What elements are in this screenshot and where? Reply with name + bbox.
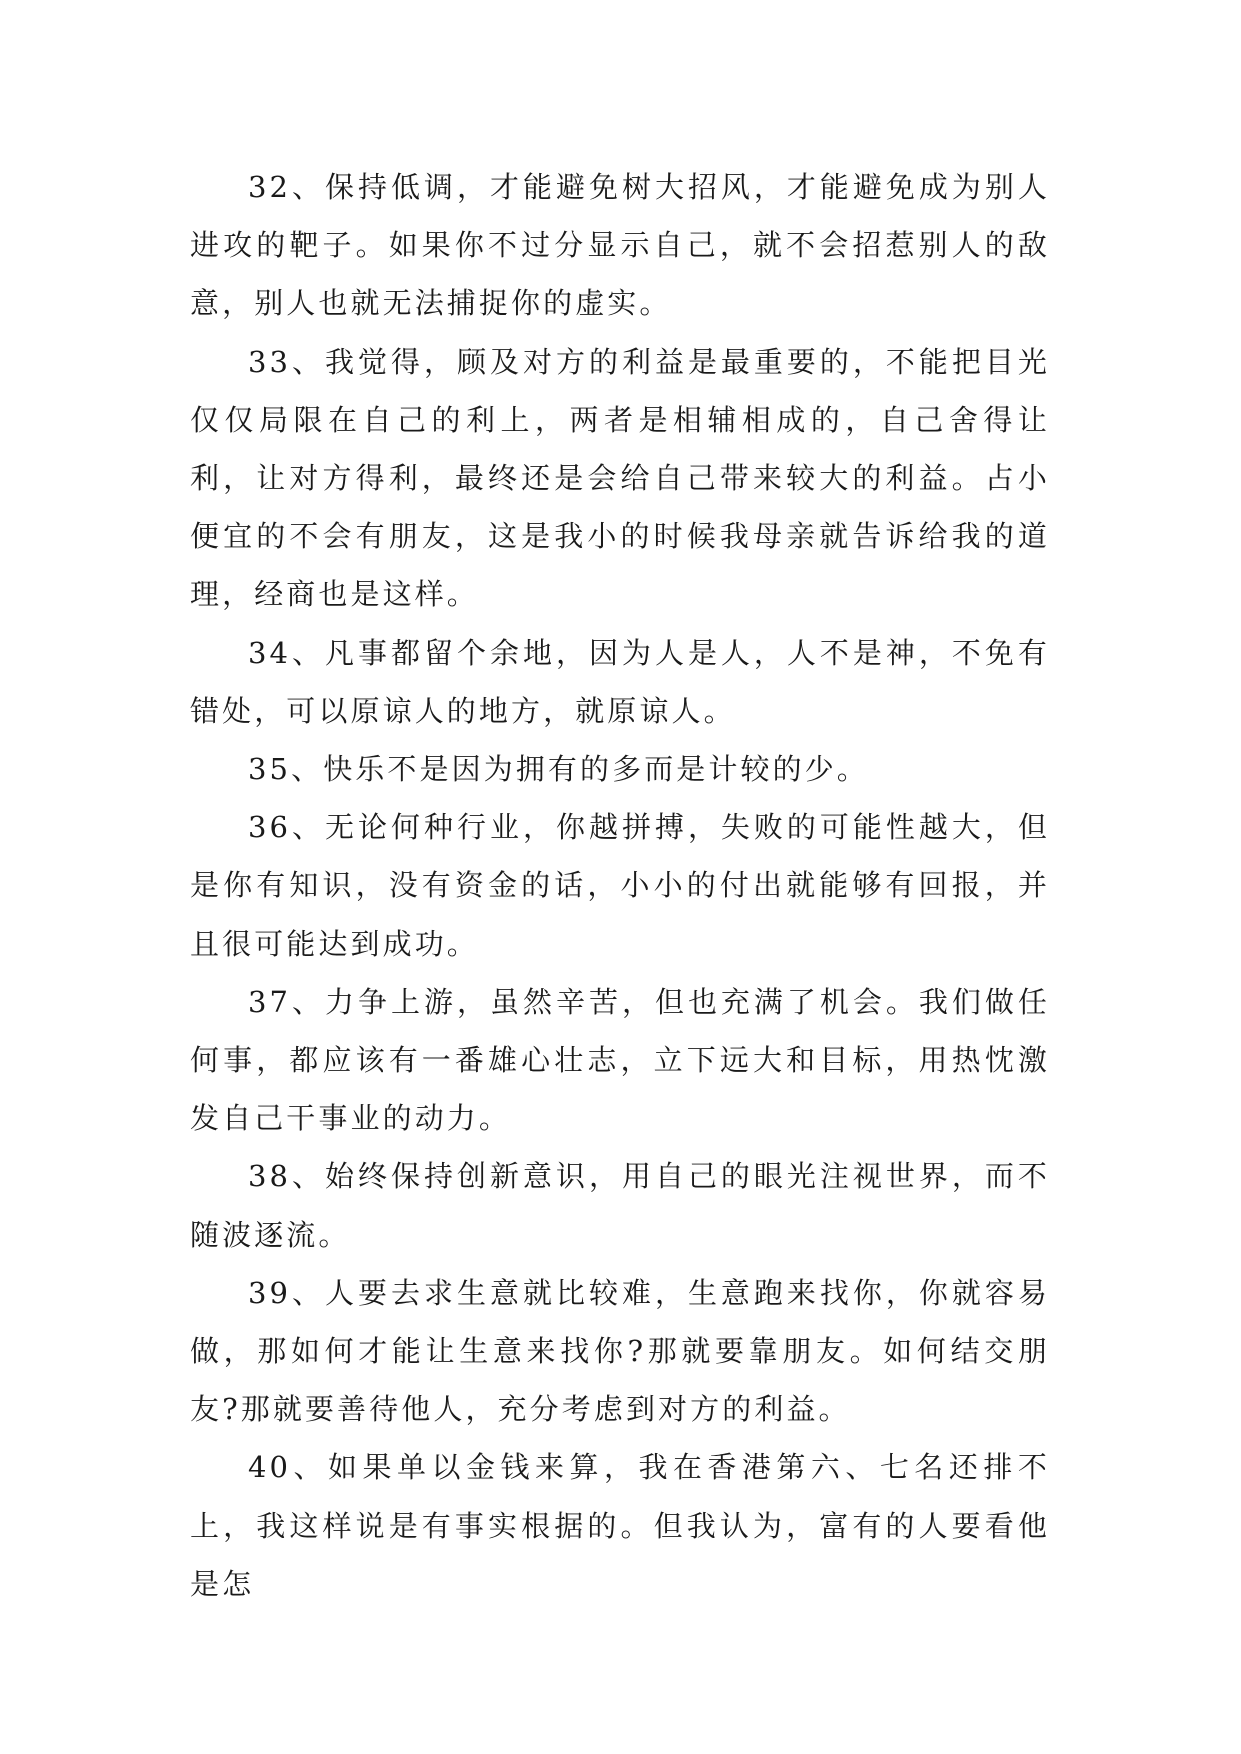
paragraph-33: 33、我觉得，顾及对方的利益是最重要的，不能把目光仅仅局限在自己的利上，两者是相辅相成的，自己舍得让利，让对方得利，最终还是会给自己带来较大的利益。占小便宜的不会有朋友，这是我小的时候我母亲就告诉给我的道理，经商也是这样。	[190, 344, 1050, 612]
paragraph-37: 37、力争上游，虽然辛苦，但也充满了机会。我们做任何事，都应该有一番雄心壮志，立下远大和目标，用热忱激发自己干事业的动力。	[190, 984, 1050, 1136]
paragraph-38: 38、始终保持创新意识，用自己的眼光注视世界，而不随波逐流。	[190, 1159, 1050, 1252]
document-body	[190, 158, 1050, 1613]
paragraph-39: 39、人要去求生意就比较难，生意跑来找你，你就容易做，那如何才能让生意来找你?那就要靠朋友。如何结交朋友?那就要善待他人，充分考虑到对方的利益。	[190, 1275, 1050, 1427]
paragraph-32: 32、保持低调，才能避免树大招风，才能避免成为别人进攻的靶子。如果你不过分显示自己，就不会招惹别人的敌意，别人也就无法捕捉你的虚实。	[190, 170, 1050, 321]
paragraph-35: 35、快乐不是因为拥有的多而是计较的少。	[248, 752, 869, 787]
paragraph-34: 34、凡事都留个余地，因为人是人，人不是神，不免有错处，可以原谅人的地方，就原谅人。	[190, 635, 1050, 728]
paragraph-36: 36、无论何种行业，你越拼搏，失败的可能性越大，但是你有知识，没有资金的话，小小的付出就能够有回报，并且很可能达到成功。	[190, 810, 1050, 961]
paragraph-40: 40、如果单以金钱来算，我在香港第六、七名还排不上，我这样说是有事实根据的。但我认为，富有的人要看他是怎	[190, 1450, 1050, 1601]
